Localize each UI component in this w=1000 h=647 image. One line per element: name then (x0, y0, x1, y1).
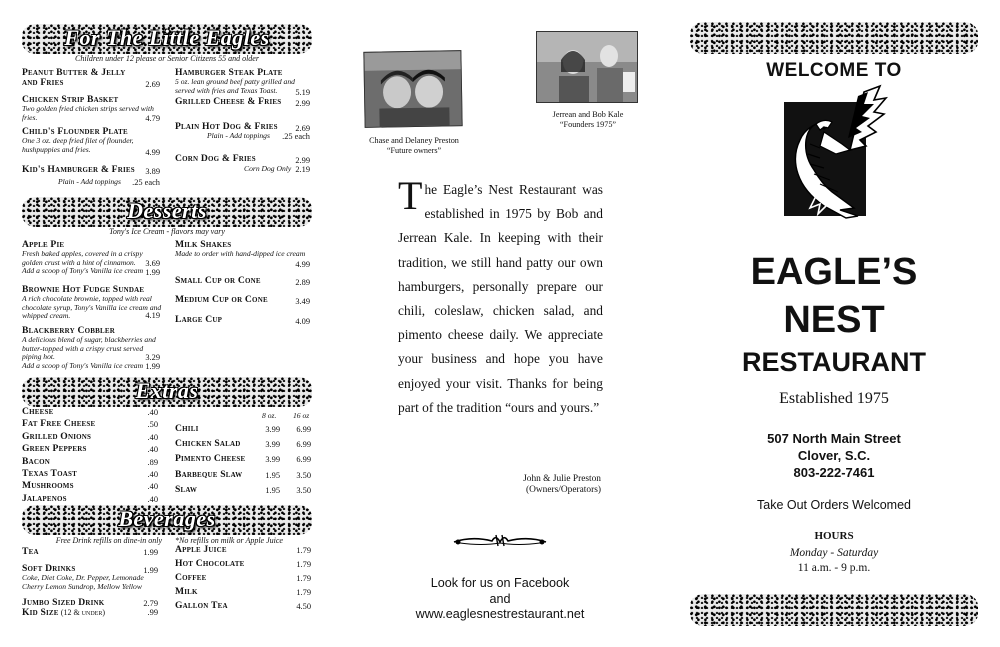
item-price: 1.99 (143, 548, 158, 557)
item-price: 6.99 (296, 440, 311, 450)
photo1-caption: Chase and Delaney Preston “Future owners” (369, 136, 459, 155)
item-price: 6.99 (296, 455, 311, 465)
menu-item: Soft Drinks Coke, Diet Coke, Dr. Pepper, Lemonade Cherry Lemon Sundrop, Mellow Yellow (22, 563, 144, 591)
item-price: 4.09 (295, 317, 310, 326)
phone-number: 803-222-7461 (793, 465, 875, 480)
menu-item: Small Cup or Cone (175, 275, 261, 286)
menu-item: Bacon (22, 455, 51, 467)
menu-item: Jalapenos (22, 492, 67, 504)
item-price: 1.79 (296, 574, 311, 583)
photo-founders (536, 31, 638, 103)
item-price: 6.99 (296, 425, 311, 434)
menu-item: Slaw (175, 483, 198, 495)
item-price: .50 (147, 420, 158, 430)
kids-subtitle: Children under 12 please or Senior Citizens 55 and older (75, 54, 259, 63)
extras-title: Extras (135, 378, 199, 403)
menu-item: Hot Chocolate (175, 558, 245, 569)
menu-item: Plain Hot Dog & Fries (175, 121, 278, 132)
item-price: 1.95 (265, 470, 280, 480)
takeout-text: Take Out Orders Welcomed (757, 498, 911, 512)
menu-item: Texas Toast (22, 468, 77, 479)
menu-item: Child's Flounder Plate One 3 oz. deep fried filet of flounder, hushpuppies and fries. (22, 126, 134, 154)
menu-item: Brownie Hot Fudge Sundae A rich chocolate brownie, topped with real chocolate syrup, Tony's Vanilla ice cream and whipped cream. (22, 284, 162, 321)
beverages-title: Beverages (118, 506, 216, 531)
item-price: 5.19 (295, 88, 310, 97)
item-price: 2.99 (295, 156, 310, 165)
kids-banner (22, 24, 312, 54)
beverages-banner (22, 505, 312, 535)
item-price: 3.69 (145, 259, 160, 268)
extras-banner (22, 377, 312, 407)
item-price: 2.69 (295, 124, 310, 133)
item-price: 1.99 (145, 268, 160, 277)
photo-future-owners (363, 50, 462, 128)
welcome-heading: WELCOME TO (766, 60, 902, 81)
item-price: 3.50 (296, 485, 311, 495)
menu-item: Green Peppers (22, 443, 87, 455)
item-price: .89 (147, 457, 158, 467)
children-photo-icon (364, 51, 462, 128)
desserts-banner (22, 197, 312, 227)
item-price: 1.99 (143, 566, 158, 575)
item-price: 1.99 (145, 362, 160, 371)
menu-item: Corn Dog & Fries (175, 153, 256, 164)
restaurant-name-line1: EAGLE’S (750, 251, 918, 293)
item-price: .40 (147, 482, 158, 492)
item-price: .40 (147, 408, 158, 417)
restaurant-name-line3: RESTAURANT (742, 347, 926, 377)
facebook-text: Look for us on Facebook (430, 576, 570, 590)
item-price: 4.50 (296, 602, 311, 611)
item-price: 3.29 (145, 353, 160, 362)
menu-item: Peanut Butter & Jelly and Fries (22, 67, 126, 88)
website-link[interactable]: www.eaglesnestrestaurant.net (415, 607, 585, 621)
item-price: 3.99 (265, 440, 280, 450)
desserts-subtitle: Tony's Ice Cream - flavors may vary (109, 227, 225, 236)
menu-item: Chili (175, 423, 199, 434)
restaurant-name-line2: NEST (783, 299, 885, 341)
menu-item: Grilled Cheese & Fries (175, 96, 282, 107)
address-block (700, 430, 968, 481)
established-text: Established 1975 (779, 390, 889, 407)
desserts-title: Desserts (127, 198, 207, 223)
flourish-divider-icon (452, 530, 548, 550)
facebook-website-block: Look for us on Facebook and www.eaglesnestrestaurant.net (386, 576, 614, 623)
item-price: 4.19 (145, 311, 160, 320)
menu-item: Blackberry Cobbler A delicious blend of sugar, blackberries and butter-topped with a crispy crust served piping hot. Add a scoop of Tony's Vanilla ice cream (22, 325, 156, 370)
beverages-subtitle-right: *No refills on milk or Apple Juice (175, 536, 283, 545)
item-price: .40 (147, 470, 158, 479)
size-header: 16 oz (293, 411, 310, 420)
menu-item: Chicken Strip Basket Two golden fried chicken strips served with fries. (22, 94, 154, 122)
item-price: 1.79 (296, 546, 311, 555)
item-price: 3.99 (265, 455, 280, 465)
item-price: 3.49 (295, 297, 310, 306)
item-price: 1.95 (265, 485, 280, 495)
item-price: 4.99 (295, 260, 310, 269)
menu-item: Fat Free Cheese (22, 418, 96, 430)
item-price: 2.89 (295, 278, 310, 287)
item-price: .40 (147, 432, 158, 442)
address-city: Clover, S.C. (797, 448, 871, 463)
menu-item: Large Cup (175, 314, 223, 325)
item-note: Plain - Add toppings (58, 177, 121, 186)
menu-item: Cheese (22, 406, 54, 417)
kids-title: For The Little Eagles (64, 25, 270, 50)
hours-title: HOURS (814, 530, 854, 542)
menu-item: Medium Cup or Cone (175, 294, 268, 305)
menu-item: Hamburger Steak Plate 5 oz. lean ground beef patty grilled and served with fries and Texas Toast. (175, 67, 295, 95)
menu-item: Gallon Tea (175, 600, 228, 611)
item-price: 1.79 (296, 588, 311, 597)
menu-item: Apple Juice (175, 544, 227, 555)
hours-time: 11 a.m. - 9 p.m. (797, 562, 871, 574)
item-price: .99 (147, 608, 158, 617)
photo2-caption: Jerrean and Bob Kale “Founders 1975” (552, 110, 624, 129)
beverages-subtitle-left: Free Drink refills on dine-in only (55, 536, 162, 545)
menu-item: Coffee (175, 572, 207, 583)
bottom-speckle-band (690, 594, 978, 626)
menu-item: Apple Pie Fresh baked apples, covered in a crispy golden crust with a hint of cinnamon. Add a scoop of Tony's Vanilla ice cream (22, 239, 144, 276)
item-price: 2.79 (143, 599, 158, 608)
menu-item: Kid Size (12 & under) (22, 607, 106, 618)
item-price: .25 each (132, 178, 160, 187)
item-price: 1.79 (296, 560, 311, 569)
founders-photo-icon (537, 32, 638, 103)
menu-item: Jumbo Sized Drink (22, 597, 105, 608)
menu-item: Mushrooms (22, 480, 74, 492)
item-price: 2.19 (295, 165, 310, 174)
menu-item: Milk (175, 586, 198, 597)
item-price: 2.99 (295, 99, 310, 108)
item-price: 3.99 (265, 425, 280, 434)
eagle-logo-icon (780, 84, 888, 220)
item-price: .40 (147, 445, 158, 455)
story-paragraph (398, 173, 603, 420)
item-note: Corn Dog Only (244, 164, 292, 173)
menu-item: Tea (22, 546, 39, 557)
hours-days: Monday - Saturday (789, 547, 879, 559)
menu-item: Grilled Onions (22, 430, 92, 442)
menu-item: Barbeque Slaw (175, 468, 243, 480)
item-price: 3.89 (145, 167, 160, 176)
item-price: .25 each (282, 132, 310, 141)
menu-item: Milk Shakes Made to order with hand-dipped ice cream (175, 239, 306, 258)
owners-signature: John & Julie Preston (Owners/Operators) (523, 474, 601, 495)
item-price: 4.99 (145, 148, 160, 157)
top-speckle-band (690, 22, 978, 54)
menu-item: Pimento Cheese (175, 453, 246, 465)
address-street: 507 North Main Street (767, 431, 901, 446)
item-price: 4.79 (145, 114, 160, 123)
menu-item: Chicken Salad (175, 438, 241, 450)
item-price: .40 (147, 494, 158, 504)
story-text: he Eagle’s Nest Restaurant was established in 1975 by Bob and Jerrean Kale. In keeping with their tradition, we still hand patty our own hamburgers, personally prepare our chili, coleslaw, chicken salad, and pimento cheese daily. We appreciate your business and hope you have enjoyed your visit. Thanks for being part of the tradition “ours and yours.” (398, 182, 603, 415)
item-price: 2.69 (145, 80, 160, 89)
story-dropcap: T (398, 173, 423, 218)
menu-item: Kid's Hamburger & Fries (22, 164, 135, 175)
size-header: 8 oz. (262, 411, 277, 420)
item-note: Plain - Add toppings (207, 131, 270, 140)
item-price: 3.50 (296, 470, 311, 480)
